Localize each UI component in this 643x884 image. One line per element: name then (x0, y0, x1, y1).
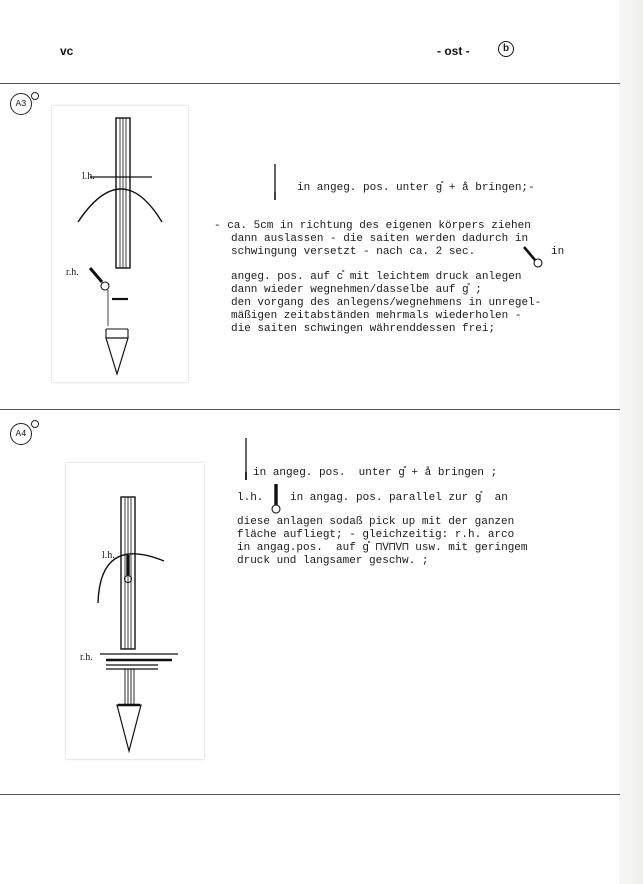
pick-diagonal-symbol (522, 245, 546, 269)
a3-line-6: angeg. pos. auf c̊ mit leichtem druck anlegen (231, 271, 522, 283)
divider-top (0, 83, 620, 84)
rh-label-a3: r.h. (66, 267, 79, 278)
a4-line-5: in angag.pos. auf g̊ ⊓V⊓V⊓ usw. mit geringem (237, 542, 528, 554)
page-badge: b (498, 41, 514, 57)
a4-line-3: diese anlagen sodaß pick up mit der ganzen (237, 516, 515, 528)
a4-line-1: in angeg. pos. unter g̊ + å bringen ; (253, 467, 498, 479)
a3-line-2: - ca. 5cm in richtung des eigenen körpers ziehen (214, 220, 531, 232)
pick-vertical-symbol (271, 164, 279, 200)
a3-line-10: die saiten schwingen währenddessen frei; (231, 323, 496, 335)
pick-lh-symbol-a4 (270, 483, 282, 515)
page-edge (619, 0, 643, 884)
rh-label-a4: r.h. (80, 652, 93, 663)
a4-line-6: druck und langsamer geschw. ; (237, 555, 429, 567)
a3-line-7: dann wieder wegnehmen/dasselbe auf g̊ ; (231, 284, 482, 296)
piece-title: - ost - (437, 44, 470, 58)
divider-middle (0, 409, 620, 410)
instrument-label: vc (60, 44, 74, 58)
a4-line-2: in angag. pos. parallel zur g̊ an (290, 492, 508, 504)
a4-lh-label: l.h. (237, 492, 264, 504)
a3-line-5: in (551, 246, 565, 258)
lh-label-a4: l.h. (102, 550, 115, 561)
lh-label-a3: l.h. (82, 171, 95, 182)
a3-line-1: in angeg. pos. unter g̊ + å bringen;- (297, 182, 535, 194)
section-mark-a3: A3 (10, 93, 32, 115)
section-mark-a4: A4 (10, 423, 32, 445)
cello-figure-a4 (66, 463, 204, 759)
section-mark-a4-superscript (31, 420, 39, 428)
cello-figure-a3 (52, 106, 188, 382)
section-mark-a3-superscript (31, 92, 39, 100)
pick-vertical-symbol-a4 (242, 438, 250, 480)
a4-line-4: fläche aufliegt; - gleichzeitig: r.h. arco (237, 529, 515, 541)
a3-line-8: den vorgang des anlegens/wegnehmens in unregel- (231, 297, 542, 309)
a3-line-9: mäßigen zeitabständen mehrmals wiederholen - (231, 310, 522, 322)
a3-line-4: schwingung versetzt - nach ca. 2 sec. (231, 246, 476, 258)
divider-bottom (0, 794, 620, 795)
a3-line-3: dann auslassen - die saiten werden dadurch in (231, 233, 529, 245)
